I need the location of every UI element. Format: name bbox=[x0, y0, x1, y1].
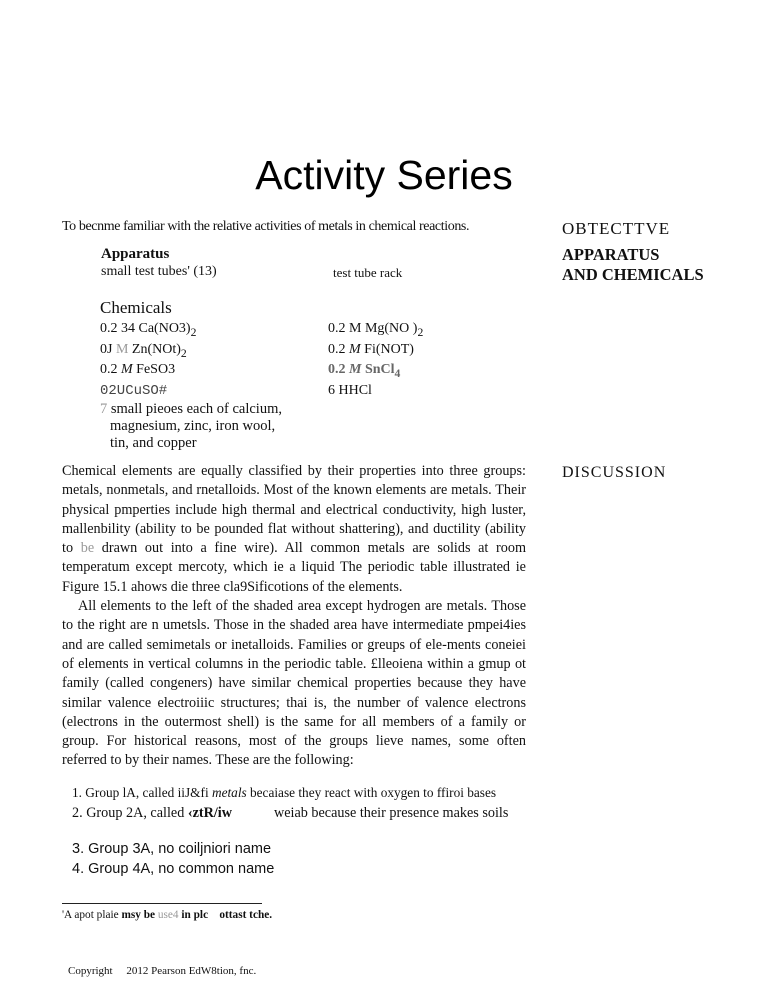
list-item: 4. Group 4A, no common name bbox=[72, 860, 275, 877]
paragraph-text: Chemical elements are equally classified by their properties into three groups: metals, nonmetals, and rnetalloids. Most of the known elements are metals. Their physical pmperties include high thermal and electrical conductivity, high luster, mallenbility (ability to be pounded flat without shattering), and ductility (ability to bbox=[62, 463, 526, 557]
molar-unit: M bbox=[349, 362, 362, 377]
discussion-paragraph bbox=[62, 462, 526, 597]
chemical-item bbox=[328, 361, 400, 383]
paragraph-text: drawn out into a fine wire). All common metals are solids at room temperatum except mercoty, which ie a liquid The periodic table illustrated ie Figure 15.1 ahows die three cla9Sificotions of the elements. bbox=[62, 540, 526, 595]
chemical-subscript: 2 bbox=[190, 325, 197, 339]
chemical-text: Fi(NOT) bbox=[360, 342, 414, 357]
chemical-item: 6 HHCl bbox=[328, 383, 372, 398]
chemical-subscript: 2 bbox=[417, 325, 424, 339]
chemical-subscript: 2 bbox=[180, 346, 187, 360]
list-text: metals bbox=[211, 784, 247, 800]
discussion-paragraph: All elements to the left of the shaded area except hydrogen are metals. Those to the right are n umetsls. Those in the shaded area have intermediate pmpei4ies and are called semimetals or inetalloids. Families or greups of ele-ments coneiei of elements in vertical columns in the periodic table. £lleoiena within a gmup ot family (called congeners) have similar chemical properties because they have similar valence electroiiic structures; thai is, the number of valence electrons (electrons in the outermost shell) is the same for all members of a family or group. For historical reasons, most of the groups lieve names, some often referred to by their names. These are the following: bbox=[62, 598, 526, 769]
chemical-text: FeSO3 bbox=[132, 362, 176, 377]
chemical-item bbox=[100, 361, 175, 379]
list-item bbox=[72, 783, 526, 803]
footnote-text: 'A apot plaie bbox=[62, 908, 122, 921]
discussion-section bbox=[62, 462, 526, 978]
chemical-text: Zn(NOt) bbox=[128, 342, 181, 357]
apparatus-item: test tube rack bbox=[333, 265, 403, 280]
list-text: weiab because their presence makes soils bbox=[273, 804, 509, 821]
molar-unit: M bbox=[115, 342, 129, 357]
molar-unit: M bbox=[121, 362, 133, 377]
footnote-text: in plc ottast tche. bbox=[178, 908, 273, 921]
list-text: ‹ztR/iw bbox=[187, 804, 232, 821]
chemical-subscript: 4 bbox=[394, 366, 401, 380]
chemical-text: 0.2 34 Ca(NO3) bbox=[100, 321, 191, 336]
list-item: 3. Group 3A, no coiljniori name bbox=[72, 840, 272, 857]
chemical-text: 0.2 bbox=[100, 362, 121, 377]
discussion-body bbox=[62, 462, 526, 771]
discussion-heading: DISCUSSION bbox=[562, 464, 667, 481]
metal-pieces-item bbox=[100, 401, 282, 452]
page-title: Activity Series bbox=[255, 152, 513, 198]
pieces-line: magnesium, zinc, iron wool, bbox=[110, 418, 276, 434]
pieces-line: tin, and copper bbox=[110, 435, 197, 451]
footnote bbox=[62, 908, 526, 922]
list-item bbox=[72, 803, 526, 823]
list-text: 1. Group lA, called iiJ&fi bbox=[72, 784, 212, 800]
apparatus-heading-line2: AND CHEMICALS bbox=[562, 265, 704, 284]
apparatus-subheading: Apparatus bbox=[101, 246, 170, 262]
footnote-divider bbox=[62, 903, 262, 904]
objective-text: To becnme familiar with the relative activities of metals in chemical reactions. bbox=[62, 219, 470, 234]
chemical-text: 0.2 bbox=[328, 362, 349, 377]
paragraph-text: be bbox=[80, 540, 95, 557]
apparatus-heading bbox=[562, 245, 704, 285]
chemical-item bbox=[100, 341, 187, 363]
footnote-text: msy be bbox=[121, 908, 158, 921]
list-text: becaiase they react with oxygen to ffiroi bases bbox=[246, 784, 497, 800]
apparatus-item: small test tubes' (13) bbox=[101, 264, 217, 279]
chemicals-subheading: Chemicals bbox=[100, 298, 172, 317]
chemical-item bbox=[328, 341, 414, 359]
objective-heading: OBTECTTVE bbox=[562, 219, 671, 238]
apparatus-heading-line1: APPARATUS bbox=[562, 245, 660, 264]
chemical-text: SnCl bbox=[361, 362, 395, 377]
chemical-text: 0.2 M Mg(NO ) bbox=[328, 321, 418, 336]
copyright: Copyright 2012 Pearson EdW8tion, fnc. bbox=[68, 964, 257, 977]
chemical-text: 0J bbox=[100, 342, 116, 357]
chemical-text: 0.2 bbox=[328, 342, 349, 357]
list-text: 2. Group 2A, called bbox=[72, 804, 188, 821]
pieces-line: small pieoes each of calcium, bbox=[110, 401, 282, 417]
pieces-count: 7 bbox=[100, 401, 108, 417]
chemical-item bbox=[328, 320, 423, 342]
chemical-item: 02UCuSO# bbox=[100, 383, 168, 399]
footnote-text: use4 bbox=[157, 908, 179, 921]
molar-unit: M bbox=[349, 342, 361, 357]
chemical-item bbox=[100, 320, 196, 342]
